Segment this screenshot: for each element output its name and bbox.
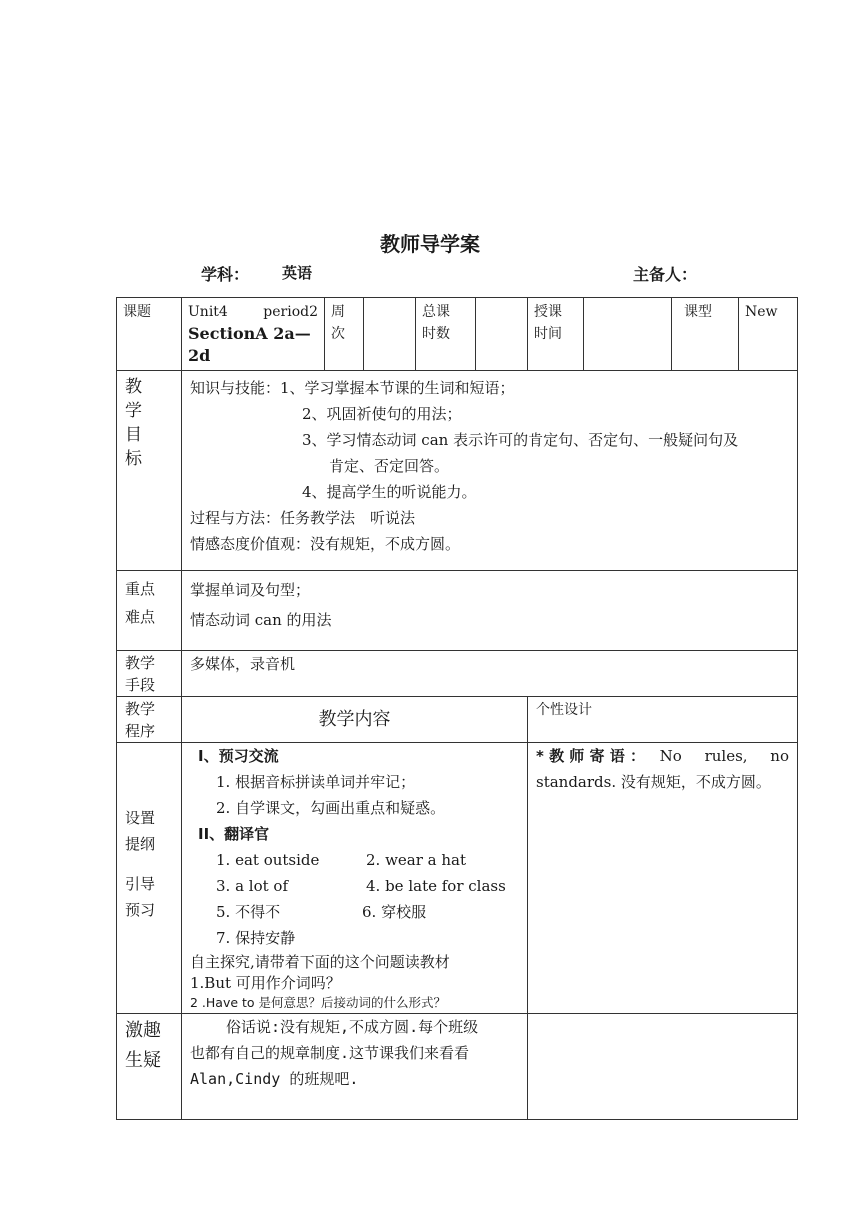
means-label-line1: 教学 (125, 654, 156, 672)
motivate-personal-cell (528, 1014, 798, 1120)
process-method-line: 过程与方法：任务教学法 听说法 (190, 509, 416, 527)
explore-question: 2 .Have to 是何意思？后接动词的什么形式？ (190, 995, 447, 1010)
teach-time-label (528, 298, 584, 371)
objective-line: 4、提高学生的听说能力。 (302, 483, 477, 501)
translate-item: 7. 保持安静 (216, 929, 296, 947)
translate-row (190, 873, 519, 899)
objectives-label (117, 371, 182, 571)
motivate-label-line1: 激趣 (125, 1020, 161, 1041)
procedure-header-row (117, 697, 798, 743)
preview-item: 2. 自学课文，勾画出重点和疑惑。 (216, 799, 446, 817)
teach-time-label-line1: 授课 (534, 304, 562, 320)
motivate-line: Alan,Cindy 的班规吧. (190, 1070, 359, 1088)
explore-instruction: 自主探究,请带着下面的这个问题读教材 (190, 953, 450, 971)
document-title: 教师导学案 (380, 232, 480, 256)
week-label-line1: 周 (331, 304, 345, 320)
means-label (117, 651, 182, 697)
lesson-type-value: New (739, 298, 798, 371)
setup-label-line: 预习 (125, 901, 156, 919)
translate-item: 2. wear a hat (366, 851, 467, 869)
objectives-label-char: 学 (125, 401, 142, 421)
teacher-message-text: standards. 没有规矩，不成方圆。 (536, 773, 771, 791)
key-points-row (117, 571, 798, 651)
motivate-line: 俗话说:没有规矩,不成方圆.每个班级 (226, 1018, 479, 1036)
topic-unit: Unit4 (188, 304, 228, 320)
preparer-label: 主备人： (633, 265, 698, 284)
objective-line: 3、学习情态动词 can 表示许可的肯定句、否定句、一般疑问句及 (302, 431, 739, 449)
section-preview-title: I、预习交流 (198, 747, 279, 765)
translate-item: 1. eat outside (216, 851, 320, 869)
setup-label-line: 提纲 (125, 835, 156, 853)
teacher-message-label: * 教 师 寄 语 ： (536, 747, 645, 765)
setup-label (117, 743, 182, 1014)
setup-row (117, 743, 798, 1014)
preview-item: 1. 根据音标拼读单词并牢记； (216, 773, 416, 791)
topic-value (182, 298, 325, 371)
motivate-label-line2: 生疑 (125, 1050, 161, 1071)
procedure-label-line2: 程序 (125, 722, 156, 740)
teach-time-value (584, 298, 672, 371)
subject-value: 英语 (282, 264, 313, 282)
header-row (117, 298, 798, 371)
objectives-row (117, 371, 798, 571)
setup-label-line: 设置 (125, 809, 156, 827)
translate-item: 3. a lot of (216, 877, 288, 895)
emotion-values-line: 情感态度价值观：没有规矩，不成方圆。 (190, 535, 461, 553)
personal-design-header: 个性设计 (528, 697, 798, 743)
total-hours-value (476, 298, 528, 371)
objectives-label-char: 标 (125, 449, 142, 469)
objective-line: 肯定、否定回答。 (329, 457, 450, 475)
week-label (325, 298, 364, 371)
motivate-line: 也都有自己的规章制度.这节课我们来看看 (190, 1044, 470, 1062)
teacher-message-text: No rules, no (659, 747, 789, 765)
motivate-content (182, 1014, 528, 1120)
means-content: 多媒体，录音机 (182, 651, 798, 697)
translate-row (190, 899, 519, 925)
total-hours-label (416, 298, 476, 371)
setup-label-line: 引导 (125, 875, 156, 893)
objectives-content (182, 371, 798, 571)
motivate-label (117, 1014, 182, 1120)
lesson-plan-table (116, 297, 798, 1120)
key-point-line: 掌握单词及句型； (190, 581, 311, 599)
key-point-line: 情态动词 can 的用法 (190, 611, 332, 629)
total-hours-label-line1: 总课 (422, 304, 450, 320)
translate-item: 4. be late for class (366, 877, 506, 895)
key-points-label-line1: 重点 (125, 580, 156, 598)
key-points-label (117, 571, 182, 651)
content-header: 教学内容 (182, 697, 528, 743)
total-hours-label-line2: 时数 (422, 326, 450, 342)
week-label-line2: 次 (331, 326, 345, 342)
translate-item: 6. 穿校服 (362, 903, 427, 921)
procedure-label-line1: 教学 (125, 700, 156, 718)
key-points-label-line2: 难点 (125, 608, 156, 626)
topic-label: 课题 (117, 298, 182, 371)
teacher-message-cell (528, 743, 798, 1014)
lesson-type-label: 课型 (672, 298, 739, 371)
week-value (364, 298, 416, 371)
setup-content (182, 743, 528, 1014)
section-translate-title: II、翻译官 (198, 825, 270, 843)
objective-line: 2、巩固祈使句的用法； (302, 405, 462, 423)
explore-question: 1.But 可用作介词吗？ (190, 974, 341, 992)
means-row (117, 651, 798, 697)
procedure-label (117, 697, 182, 743)
motivate-row (117, 1014, 798, 1120)
objectives-label-char: 目 (125, 425, 142, 445)
translate-item: 5. 不得不 (216, 903, 281, 921)
objective-line: 知识与技能：1、学习掌握本节课的生词和短语； (190, 379, 515, 397)
translate-row (190, 847, 519, 873)
key-points-content (182, 571, 798, 651)
objectives-label-char: 教 (125, 377, 142, 397)
means-label-line2: 手段 (125, 676, 156, 694)
topic-period: period2 (263, 304, 318, 320)
teach-time-label-line2: 时间 (534, 326, 562, 342)
subject-label: 学科： (201, 265, 250, 284)
topic-section: SectionA 2a—2d (188, 324, 311, 365)
